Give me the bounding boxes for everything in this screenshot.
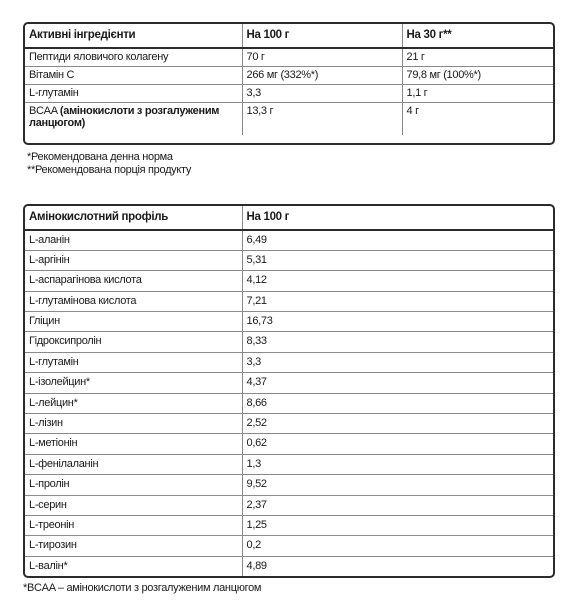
amino-acid-value: 16,73 xyxy=(242,312,553,332)
table-row xyxy=(25,250,553,270)
amino-acid-name: L-тирозин xyxy=(25,536,242,556)
table-row xyxy=(25,414,553,434)
amino-acid-name: L-ізолейцин* xyxy=(25,373,242,393)
amino-acid-value: 1,25 xyxy=(242,515,553,535)
ingredient-name: Вітамін С xyxy=(25,66,242,84)
amino-acid-value: 9,52 xyxy=(242,475,553,495)
ingredient-name-prefix: BCAA xyxy=(29,104,60,117)
column-header-amino-acid: Амінокислотний профіль xyxy=(25,206,242,230)
table-row xyxy=(25,332,553,352)
table-row xyxy=(25,271,553,291)
table-header-row xyxy=(25,206,553,230)
column-header-ingredient: Активні інгредієнти xyxy=(25,24,242,48)
amino-acid-value: 5,31 xyxy=(242,250,553,270)
table-row xyxy=(25,48,553,66)
amino-acid-value: 8,33 xyxy=(242,332,553,352)
table-row xyxy=(25,393,553,413)
amino-acid-value: 0,2 xyxy=(242,536,553,556)
amino-acid-name: L-глутамінова кислота xyxy=(25,291,242,311)
column-header-per-30g: На 30 г** xyxy=(402,24,553,48)
serving-footnote: **Рекомендована порція продукту xyxy=(27,164,192,176)
table-row xyxy=(25,312,553,332)
amino-acid-name: L-лейцин* xyxy=(25,393,242,413)
ingredient-per-30g: 79,8 мг (100%*) xyxy=(402,66,553,84)
active-ingredients-table xyxy=(23,22,555,145)
amino-acid-name: L-аланін xyxy=(25,230,242,250)
table-row xyxy=(25,291,553,311)
daily-norm-footnote: *Рекомендована денна норма xyxy=(27,151,173,163)
amino-acid-value: 3,3 xyxy=(242,352,553,372)
amino-acid-name: L-аспарагінова кислота xyxy=(25,271,242,291)
table-header-row xyxy=(25,24,553,48)
ingredient-per-100g: 70 г xyxy=(242,48,402,66)
amino-acid-value: 6,49 xyxy=(242,230,553,250)
amino-acid-value: 7,21 xyxy=(242,291,553,311)
ingredient-name: L-глутамін xyxy=(25,84,242,102)
table-row xyxy=(25,84,553,102)
ingredient-name xyxy=(25,102,242,135)
table-row xyxy=(25,454,553,474)
column-header-per-100g: На 100 г xyxy=(242,206,553,230)
table-row xyxy=(25,230,553,250)
ingredient-per-30g: 1,1 г xyxy=(402,84,553,102)
table-row xyxy=(25,66,553,84)
amino-acid-name: L-глутамін xyxy=(25,352,242,372)
table-row xyxy=(25,536,553,556)
amino-acid-name: Гідроксипролін xyxy=(25,332,242,352)
amino-acid-name: L-пролін xyxy=(25,475,242,495)
amino-acid-value: 4,37 xyxy=(242,373,553,393)
amino-acid-name: L-метіонін xyxy=(25,434,242,454)
table-row xyxy=(25,495,553,515)
amino-acid-name: Гліцин xyxy=(25,312,242,332)
amino-acid-profile-table xyxy=(23,204,555,578)
amino-acid-value: 2,52 xyxy=(242,414,553,434)
table-row xyxy=(25,102,553,135)
column-header-per-100g: На 100 г xyxy=(242,24,402,48)
ingredient-per-30g: 4 г xyxy=(406,104,419,117)
ingredient-name: Пептиди яловичого колагену xyxy=(25,48,242,66)
amino-acid-value: 4,89 xyxy=(246,559,267,572)
table-row xyxy=(25,515,553,535)
amino-acid-value: 0,62 xyxy=(242,434,553,454)
ingredient-per-100g: 266 мг (332%*) xyxy=(242,66,402,84)
amino-acid-name: L-лізин xyxy=(25,414,242,434)
table-row xyxy=(25,556,553,576)
table-row xyxy=(25,475,553,495)
amino-acid-value: 8,66 xyxy=(242,393,553,413)
ingredient-per-100g: 13,3 г xyxy=(242,102,402,135)
amino-acid-name: L-валін* xyxy=(25,556,242,576)
ingredient-per-30g: 21 г xyxy=(402,48,553,66)
bcaa-footnote: *BCAA – амінокислоти з розгалуженим ланцюгом xyxy=(23,582,262,594)
amino-acid-name: L-треонін xyxy=(25,515,242,535)
amino-acid-name: L-фенілаланін xyxy=(25,454,242,474)
amino-acid-value: 4,12 xyxy=(242,271,553,291)
ingredient-per-100g: 3,3 xyxy=(242,84,402,102)
amino-acid-name: L-аргінін xyxy=(25,250,242,270)
table-row xyxy=(25,373,553,393)
amino-acid-name: L-серин xyxy=(25,495,242,515)
table-row xyxy=(25,434,553,454)
table-row xyxy=(25,352,553,372)
amino-acid-value: 1,3 xyxy=(242,454,553,474)
ingredient-name-bold: (амінокислоти з розгалуженим ланцюгом) xyxy=(29,104,220,129)
amino-acid-value: 2,37 xyxy=(242,495,553,515)
